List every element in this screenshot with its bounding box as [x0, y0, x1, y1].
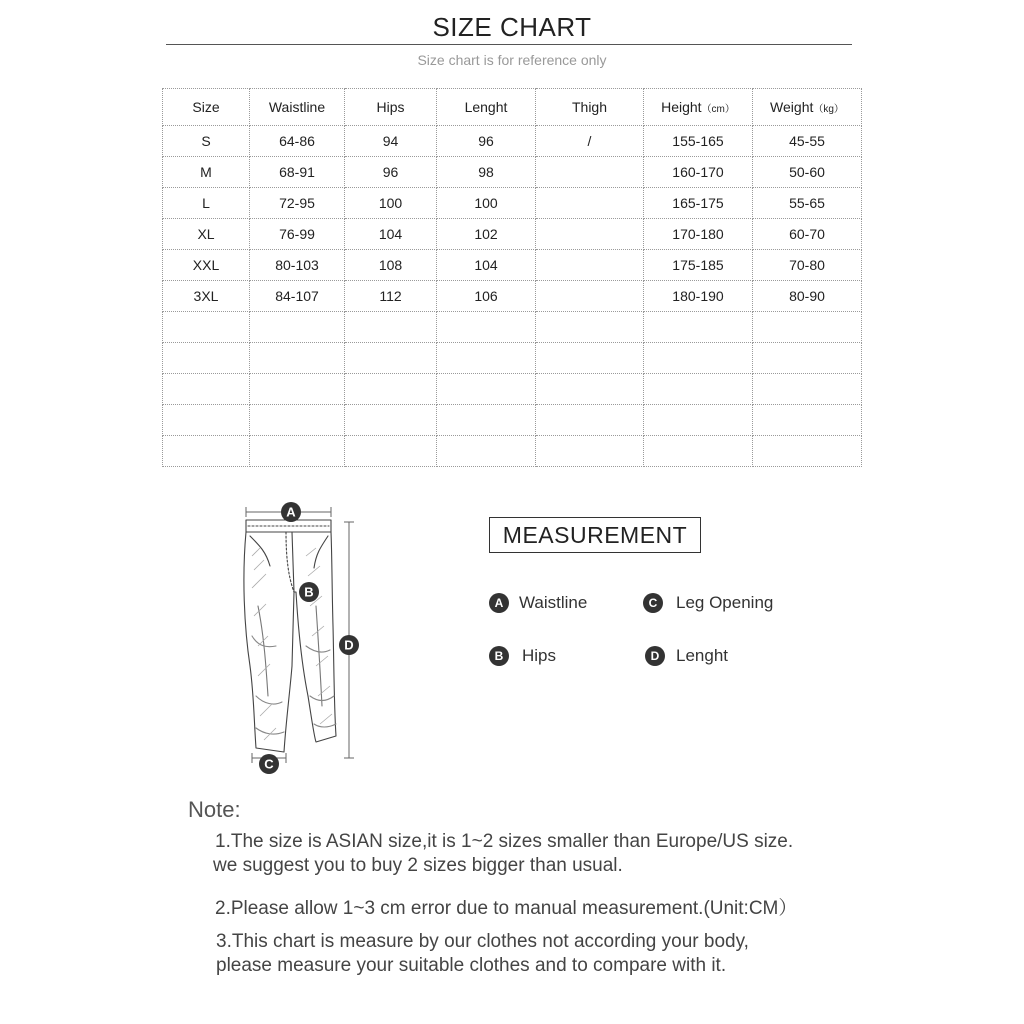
table-cell-empty — [536, 405, 644, 436]
svg-text:B: B — [304, 584, 314, 600]
table-cell: 180-190 — [644, 281, 753, 312]
table-cell: 80-103 — [250, 250, 345, 281]
table-cell: 84-107 — [250, 281, 345, 312]
note-line-4: 3.This chart is measure by our clothes not according your body, — [216, 931, 749, 952]
marker-d — [339, 635, 359, 655]
table-cell: 96 — [437, 126, 536, 157]
table-header-row — [163, 89, 862, 126]
table-row — [163, 126, 862, 157]
table-cell — [536, 281, 644, 312]
table-row — [163, 219, 862, 250]
note-line-5: please measure your suitable clothes and to compare with it. — [216, 955, 727, 976]
table-cell-empty — [345, 343, 437, 374]
table-cell-empty — [163, 374, 250, 405]
table-cell: M — [163, 157, 250, 188]
table-cell: 155-165 — [644, 126, 753, 157]
column-header-hips: Hips — [345, 89, 437, 126]
table-cell: 60-70 — [753, 219, 862, 250]
table-cell: 170-180 — [644, 219, 753, 250]
table-cell: S — [163, 126, 250, 157]
column-header-length: Lenght — [437, 89, 536, 126]
badge-a: A — [489, 593, 509, 613]
table-cell-empty — [644, 343, 753, 374]
table-cell: 70-80 — [753, 250, 862, 281]
table-cell-empty — [536, 312, 644, 343]
table-cell-empty — [250, 436, 345, 467]
table-row — [163, 250, 862, 281]
height-unit: （cm） — [701, 104, 735, 115]
marker-c — [259, 754, 279, 774]
table-cell: 160-170 — [644, 157, 753, 188]
table-cell-empty — [345, 374, 437, 405]
badge-b: B — [489, 646, 509, 666]
table-cell: 100 — [437, 188, 536, 219]
table-cell: 68-91 — [250, 157, 345, 188]
table-cell — [536, 157, 644, 188]
weight-unit: （kg） — [813, 104, 844, 115]
table-cell: 108 — [345, 250, 437, 281]
pants-diagram — [236, 496, 376, 778]
table-cell-empty — [437, 436, 536, 467]
table-cell: 100 — [345, 188, 437, 219]
table-cell-empty — [753, 405, 862, 436]
table-cell-empty — [250, 405, 345, 436]
table-cell: 102 — [437, 219, 536, 250]
table-row — [163, 188, 862, 219]
table-row-empty — [163, 436, 862, 467]
table-cell: 104 — [437, 250, 536, 281]
table-cell-empty — [644, 312, 753, 343]
table-cell: / — [536, 126, 644, 157]
table-cell-empty — [644, 374, 753, 405]
legend-label: Leg Opening — [676, 593, 774, 612]
legend-leg-opening — [643, 593, 773, 613]
svg-text:A: A — [286, 504, 296, 520]
table-cell-empty — [345, 436, 437, 467]
table-cell: 45-55 — [753, 126, 862, 157]
table-cell: 175-185 — [644, 250, 753, 281]
table-cell-empty — [644, 405, 753, 436]
column-header-thigh: Thigh — [536, 89, 644, 126]
table-cell: 80-90 — [753, 281, 862, 312]
legend-label: Waistline — [519, 593, 588, 612]
table-cell-empty — [536, 374, 644, 405]
table-cell-empty — [437, 343, 536, 374]
column-header-height: Height（cm） — [644, 89, 753, 126]
table-cell: 96 — [345, 157, 437, 188]
table-cell: 76-99 — [250, 219, 345, 250]
table-cell: 50-60 — [753, 157, 862, 188]
legend-label: Hips — [522, 646, 557, 665]
table-cell: 64-86 — [250, 126, 345, 157]
table-cell: XXL — [163, 250, 250, 281]
table-row-empty — [163, 405, 862, 436]
table-cell-empty — [250, 312, 345, 343]
table-cell: 106 — [437, 281, 536, 312]
table-cell-empty — [437, 312, 536, 343]
table-cell: 98 — [437, 157, 536, 188]
svg-text:D: D — [344, 637, 354, 653]
table-row — [163, 281, 862, 312]
legend-label: Lenght — [676, 646, 728, 665]
column-header-size: Size — [163, 89, 250, 126]
table-cell-empty — [437, 405, 536, 436]
table-cell: 165-175 — [644, 188, 753, 219]
table-cell-empty — [163, 343, 250, 374]
table-cell: 94 — [345, 126, 437, 157]
note-line-2: we suggest you to buy 2 sizes bigger than usual. — [213, 855, 623, 876]
note-heading: Note: — [188, 797, 241, 822]
column-header-waistline: Waistline — [250, 89, 345, 126]
table-cell — [536, 250, 644, 281]
table-row-empty — [163, 312, 862, 343]
table-cell-empty — [753, 436, 862, 467]
table-cell-empty — [345, 405, 437, 436]
table-cell-empty — [345, 312, 437, 343]
table-cell-empty — [163, 436, 250, 467]
table-row-empty — [163, 374, 862, 405]
table-cell — [536, 219, 644, 250]
note-line-1: 1.The size is ASIAN size,it is 1~2 sizes smaller than Europe/US size. — [215, 831, 794, 852]
table-cell-empty — [536, 436, 644, 467]
size-table — [162, 88, 862, 467]
badge-d: D — [645, 646, 665, 666]
table-cell-empty — [163, 405, 250, 436]
table-cell: 55-65 — [753, 188, 862, 219]
table-cell-empty — [753, 312, 862, 343]
table-cell: 104 — [345, 219, 437, 250]
note-line-3: 2.Please allow 1~3 cm error due to manual measurement.(Unit:CM） — [215, 898, 798, 919]
table-cell — [536, 188, 644, 219]
table-cell-empty — [163, 312, 250, 343]
table-cell-empty — [250, 374, 345, 405]
svg-text:C: C — [264, 756, 274, 772]
table-cell-empty — [753, 343, 862, 374]
marker-a — [281, 502, 301, 522]
marker-b — [299, 582, 319, 602]
table-cell-empty — [437, 374, 536, 405]
table-cell: XL — [163, 219, 250, 250]
table-cell-empty — [250, 343, 345, 374]
legend-waistline — [489, 593, 587, 613]
legend-length — [645, 646, 728, 666]
table-cell-empty — [644, 436, 753, 467]
title-divider — [166, 44, 852, 45]
table-cell: 3XL — [163, 281, 250, 312]
legend-hips — [489, 646, 556, 666]
table-cell-empty — [536, 343, 644, 374]
column-header-weight: Weight（kg） — [753, 89, 862, 126]
table-row — [163, 157, 862, 188]
page-subtitle: Size chart is for reference only — [417, 52, 607, 68]
badge-c: C — [643, 593, 663, 613]
page-title: SIZE CHART — [432, 12, 592, 42]
table-cell-empty — [753, 374, 862, 405]
table-cell: 72-95 — [250, 188, 345, 219]
table-row-empty — [163, 343, 862, 374]
table-cell: L — [163, 188, 250, 219]
measurement-title: MEASUREMENT — [489, 517, 701, 553]
table-cell: 112 — [345, 281, 437, 312]
